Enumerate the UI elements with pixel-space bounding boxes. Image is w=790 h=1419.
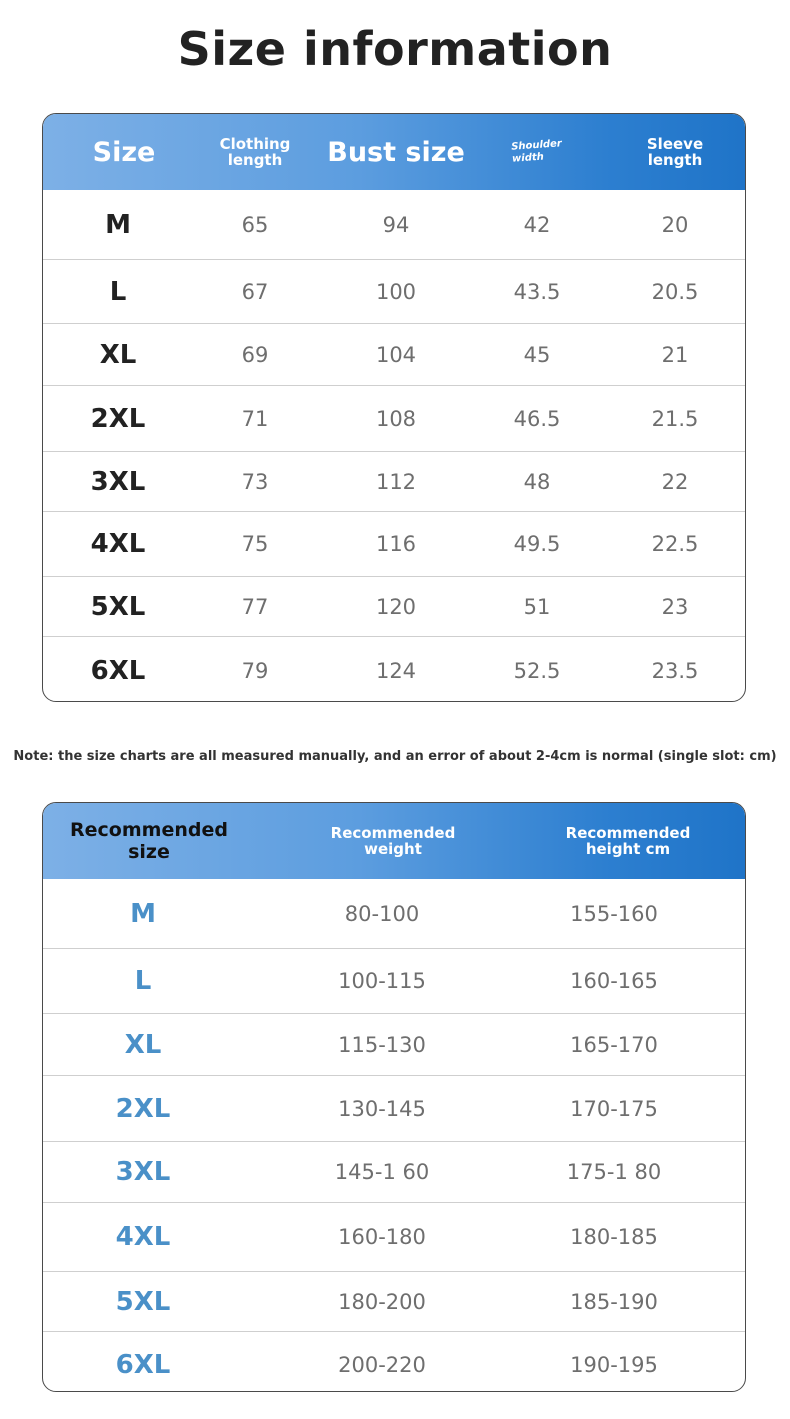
- weight-cell: 180-200: [338, 1289, 426, 1314]
- header-recommended-weight: [323, 803, 463, 879]
- table-row: [43, 1013, 745, 1075]
- table-row: [43, 576, 745, 636]
- table-row: [43, 451, 745, 511]
- header-clothing-length-line1: Clothing: [219, 135, 291, 153]
- height-cell: 170-175: [570, 1096, 658, 1121]
- size-cell: XL: [99, 339, 137, 370]
- size-cell: 2XL: [90, 403, 146, 434]
- sleeve-cell: 20: [661, 212, 689, 237]
- length-cell: 79: [241, 659, 269, 683]
- header-recommended-height: [553, 803, 703, 879]
- bust-cell: 120: [375, 594, 417, 619]
- table-row: [43, 1141, 745, 1202]
- sleeve-cell: 21: [661, 342, 689, 367]
- table-row: [43, 1202, 745, 1271]
- header-shoulder-width: [480, 113, 593, 194]
- header-shoulder-line2: width: [511, 151, 545, 165]
- table-row: [43, 1331, 745, 1392]
- size-cell: 4XL: [90, 529, 146, 559]
- height-cell: 180-185: [570, 1225, 658, 1249]
- header-clothing-length-line2: length: [227, 151, 283, 169]
- shoulder-cell: 43.5: [513, 279, 561, 304]
- length-cell: 69: [241, 342, 269, 367]
- rec-size-cell: 4XL: [115, 1222, 171, 1252]
- height-cell: 175-1 80: [566, 1160, 662, 1184]
- length-cell: 71: [241, 406, 269, 431]
- sleeve-cell: 21.5: [651, 406, 699, 431]
- bust-cell: 94: [382, 212, 410, 237]
- bust-cell: 112: [375, 469, 417, 494]
- sleeve-cell: 22.5: [651, 532, 699, 556]
- size-cell: 3XL: [90, 466, 146, 497]
- table-row: [43, 879, 745, 948]
- height-cell: 185-190: [570, 1289, 658, 1314]
- shoulder-cell: 52.5: [513, 659, 561, 683]
- shoulder-cell: 48: [523, 469, 551, 494]
- length-cell: 77: [241, 594, 269, 619]
- weight-cell: 145-1 60: [334, 1160, 430, 1184]
- sleeve-cell: 22: [661, 469, 689, 494]
- header-height-line2: height cm: [585, 840, 671, 858]
- size-table-header: [43, 114, 745, 190]
- header-clothing-length: [201, 114, 309, 190]
- height-cell: 160-165: [570, 969, 658, 993]
- rec-table-header: [43, 803, 745, 879]
- header-shoulder-line1: Shoulder: [510, 138, 563, 153]
- rec-size-cell: 6XL: [115, 1350, 171, 1380]
- table-row: [43, 636, 745, 702]
- shoulder-cell: 49.5: [513, 532, 561, 556]
- header-weight-line2: weight: [364, 840, 422, 858]
- weight-cell: 200-220: [338, 1353, 426, 1377]
- header-bust-size: Bust size: [327, 136, 465, 168]
- table-row: [43, 259, 745, 323]
- rec-size-cell: 5XL: [115, 1286, 171, 1317]
- shoulder-cell: 46.5: [513, 406, 561, 431]
- rec-size-cell: 3XL: [115, 1157, 171, 1187]
- size-cell: M: [105, 209, 131, 240]
- table-row: [43, 323, 745, 385]
- length-cell: 67: [241, 279, 269, 304]
- bust-cell: 104: [375, 342, 417, 367]
- shoulder-cell: 42: [523, 212, 551, 237]
- height-cell: 165-170: [570, 1032, 658, 1057]
- sleeve-cell: 23.5: [651, 659, 699, 683]
- table-row: [43, 1075, 745, 1141]
- shoulder-cell: 45: [523, 342, 551, 367]
- table-row: [43, 385, 745, 451]
- weight-cell: 130-145: [338, 1096, 426, 1121]
- height-cell: 190-195: [570, 1353, 658, 1377]
- height-cell: 155-160: [570, 901, 658, 926]
- bust-cell: 100: [375, 279, 417, 304]
- weight-cell: 115-130: [338, 1032, 426, 1057]
- bust-cell: 108: [375, 406, 417, 431]
- size-cell: 5XL: [90, 591, 146, 622]
- measurement-note: Note: the size charts are all measured manually, and an error of about 2-4cm is normal (single slot: cm): [13, 749, 777, 764]
- size-table: [42, 113, 746, 702]
- shoulder-cell: 51: [523, 594, 551, 619]
- recommended-size-table: [42, 802, 746, 1392]
- header-sleeve-line1: Sleeve: [646, 135, 704, 153]
- length-cell: 75: [241, 532, 269, 556]
- table-row: [43, 948, 745, 1013]
- size-cell: 6XL: [90, 656, 146, 686]
- sleeve-cell: 20.5: [651, 279, 699, 304]
- length-cell: 65: [241, 212, 269, 237]
- bust-cell: 116: [375, 532, 417, 556]
- rec-size-cell: 2XL: [115, 1093, 171, 1124]
- sleeve-cell: 23: [661, 594, 689, 619]
- header-recommended-size: Recommended size: [70, 819, 228, 863]
- table-row: [43, 511, 745, 576]
- rec-size-cell: M: [130, 898, 156, 929]
- bust-cell: 124: [375, 659, 417, 683]
- weight-cell: 160-180: [338, 1225, 426, 1249]
- header-height-line1: Recommended: [565, 824, 691, 842]
- header-sleeve-length: [621, 114, 729, 190]
- rec-size-cell: L: [134, 966, 152, 996]
- length-cell: 73: [241, 469, 269, 494]
- header-sleeve-line2: length: [647, 151, 703, 169]
- rec-size-cell: XL: [124, 1029, 162, 1060]
- table-row: [43, 190, 745, 259]
- size-cell: L: [109, 276, 127, 307]
- page-title: Size information: [177, 22, 613, 76]
- weight-cell: 100-115: [338, 969, 426, 993]
- table-row: [43, 1271, 745, 1331]
- weight-cell: 80-100: [344, 901, 420, 926]
- header-size: Size: [92, 136, 156, 168]
- header-weight-line1: Recommended: [330, 824, 456, 842]
